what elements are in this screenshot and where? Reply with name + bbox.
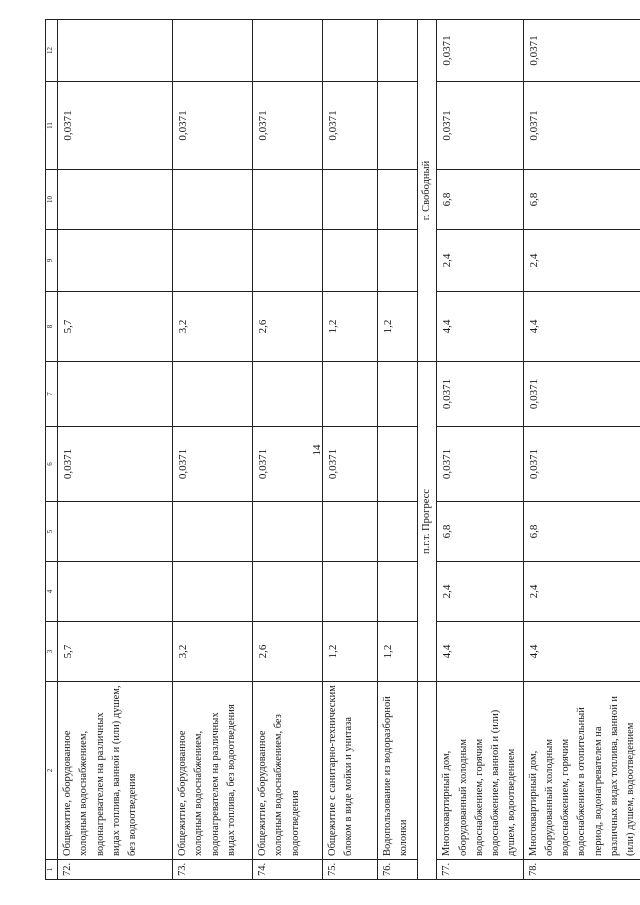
- row-description: Многоквартирный дом, оборудованный холодным водоснабжением, горячим водоснабжением, ванной и (или) душем, водоотведением: [437, 682, 523, 860]
- value-cell: [323, 230, 378, 292]
- value-cell: 6,8: [437, 170, 523, 230]
- value-cell: [323, 502, 378, 562]
- value-cell: [323, 562, 378, 622]
- value-cell: 0,0371: [523, 427, 640, 502]
- value-cell: [173, 562, 253, 622]
- value-cell: [378, 502, 418, 562]
- column-number-row: [46, 20, 58, 880]
- value-cell: 0,0371: [437, 362, 523, 427]
- row-number: 75.: [323, 860, 378, 880]
- table-row: [253, 20, 323, 880]
- value-cell: 6,8: [437, 502, 523, 562]
- section-spacer: [418, 682, 437, 880]
- value-cell: [378, 427, 418, 502]
- table-row: [58, 20, 173, 880]
- value-cell: 1,2: [323, 622, 378, 682]
- value-cell: 2,6: [253, 622, 323, 682]
- value-cell: [58, 230, 173, 292]
- value-cell: [253, 562, 323, 622]
- row-number: 72.: [58, 860, 173, 880]
- value-cell: 0,0371: [323, 82, 378, 170]
- value-cell: [58, 170, 173, 230]
- value-cell: [323, 20, 378, 82]
- row-description: Водопользование из водоразборной колонки: [378, 682, 418, 860]
- col-header: 2: [46, 682, 58, 860]
- value-cell: [173, 362, 253, 427]
- col-header: 8: [46, 292, 58, 362]
- col-header: 5: [46, 502, 58, 562]
- section-title: г. Свободный: [418, 20, 437, 362]
- table-row: [173, 20, 253, 880]
- value-cell: [58, 502, 173, 562]
- value-cell: [58, 20, 173, 82]
- col-header: 3: [46, 622, 58, 682]
- value-cell: 4,4: [437, 292, 523, 362]
- value-cell: 0,0371: [58, 82, 173, 170]
- value-cell: [173, 20, 253, 82]
- value-cell: [58, 362, 173, 427]
- value-cell: [323, 362, 378, 427]
- value-cell: [378, 170, 418, 230]
- value-cell: 0,0371: [58, 427, 173, 502]
- value-cell: 2,4: [523, 230, 640, 292]
- value-cell: 2,4: [437, 230, 523, 292]
- row-description: Общежитие, оборудованное холодным водоснабжением, водонагревателем на различных видах топлива, без водоотведения: [173, 682, 253, 860]
- value-cell: [253, 20, 323, 82]
- value-cell: 2,6: [253, 292, 323, 362]
- value-cell: 2,4: [437, 562, 523, 622]
- value-cell: [173, 170, 253, 230]
- value-cell: 6,8: [523, 502, 640, 562]
- value-cell: 0,0371: [173, 82, 253, 170]
- value-cell: 1,2: [378, 292, 418, 362]
- table-row: [323, 20, 378, 880]
- value-cell: [253, 170, 323, 230]
- value-cell: 3,2: [173, 292, 253, 362]
- value-cell: 0,0371: [437, 20, 523, 82]
- row-number: 78.: [523, 860, 640, 880]
- value-cell: [253, 502, 323, 562]
- value-cell: [378, 20, 418, 82]
- value-cell: 0,0371: [437, 82, 523, 170]
- value-cell: 1,2: [323, 292, 378, 362]
- value-cell: [378, 362, 418, 427]
- col-header: 10: [46, 170, 58, 230]
- value-cell: 0,0371: [523, 20, 640, 82]
- table-row: [378, 20, 418, 880]
- value-cell: 5,7: [58, 622, 173, 682]
- value-cell: [253, 362, 323, 427]
- value-cell: 0,0371: [323, 427, 378, 502]
- table-row: [523, 20, 640, 880]
- value-cell: [58, 562, 173, 622]
- row-description: Общежитие, оборудованное холодным водоснабжением, водонагревателем на различных видах топлива, ванной и (или) душем, без водоотведения: [58, 682, 173, 860]
- row-description: Общежитие с санитарно-техническим блоком в виде мойки и унитаза: [323, 682, 378, 860]
- value-cell: [378, 82, 418, 170]
- col-header: 11: [46, 82, 58, 170]
- row-description: Общежитие, оборудованное холодным водоснабжением, без водоотведения: [253, 682, 323, 860]
- section-title: п.г.т. Прогресс: [418, 362, 437, 682]
- row-number: 76.: [378, 860, 418, 880]
- section-row: [418, 20, 437, 880]
- col-header: 1: [46, 860, 58, 880]
- page-number: 14: [311, 444, 323, 456]
- value-cell: 0,0371: [437, 427, 523, 502]
- value-cell: 0,0371: [523, 82, 640, 170]
- value-cell: 0,0371: [173, 427, 253, 502]
- col-header: 7: [46, 362, 58, 427]
- value-cell: 4,4: [523, 292, 640, 362]
- value-cell: 0,0371: [523, 362, 640, 427]
- value-cell: 0,0371: [253, 82, 323, 170]
- row-number: 73.: [173, 860, 253, 880]
- col-header: 4: [46, 562, 58, 622]
- value-cell: [173, 230, 253, 292]
- tariff-table-rotated: [45, 35, 637, 880]
- col-header: 9: [46, 230, 58, 292]
- value-cell: [378, 230, 418, 292]
- value-cell: 6,8: [523, 170, 640, 230]
- value-cell: 3,2: [173, 622, 253, 682]
- col-header: 6: [46, 427, 58, 502]
- value-cell: [253, 230, 323, 292]
- value-cell: 0,0371: [253, 427, 323, 502]
- value-cell: 4,4: [523, 622, 640, 682]
- value-cell: 4,4: [437, 622, 523, 682]
- value-cell: 2,4: [523, 562, 640, 622]
- table-row: [437, 20, 523, 880]
- row-number: 74.: [253, 860, 323, 880]
- value-cell: [378, 562, 418, 622]
- row-number: 77.: [437, 860, 523, 880]
- tariff-table: [45, 19, 640, 880]
- row-description: Многоквартирный дом, оборудованный холодным водоснабжением, горячим водоснабжением в отопительный период, водонагревателем на различных видах топлива, ванной и (или) душем, водоотведением: [523, 682, 640, 860]
- value-cell: 5,7: [58, 292, 173, 362]
- col-header: 12: [46, 20, 58, 82]
- value-cell: 1,2: [378, 622, 418, 682]
- value-cell: [173, 502, 253, 562]
- value-cell: [323, 170, 378, 230]
